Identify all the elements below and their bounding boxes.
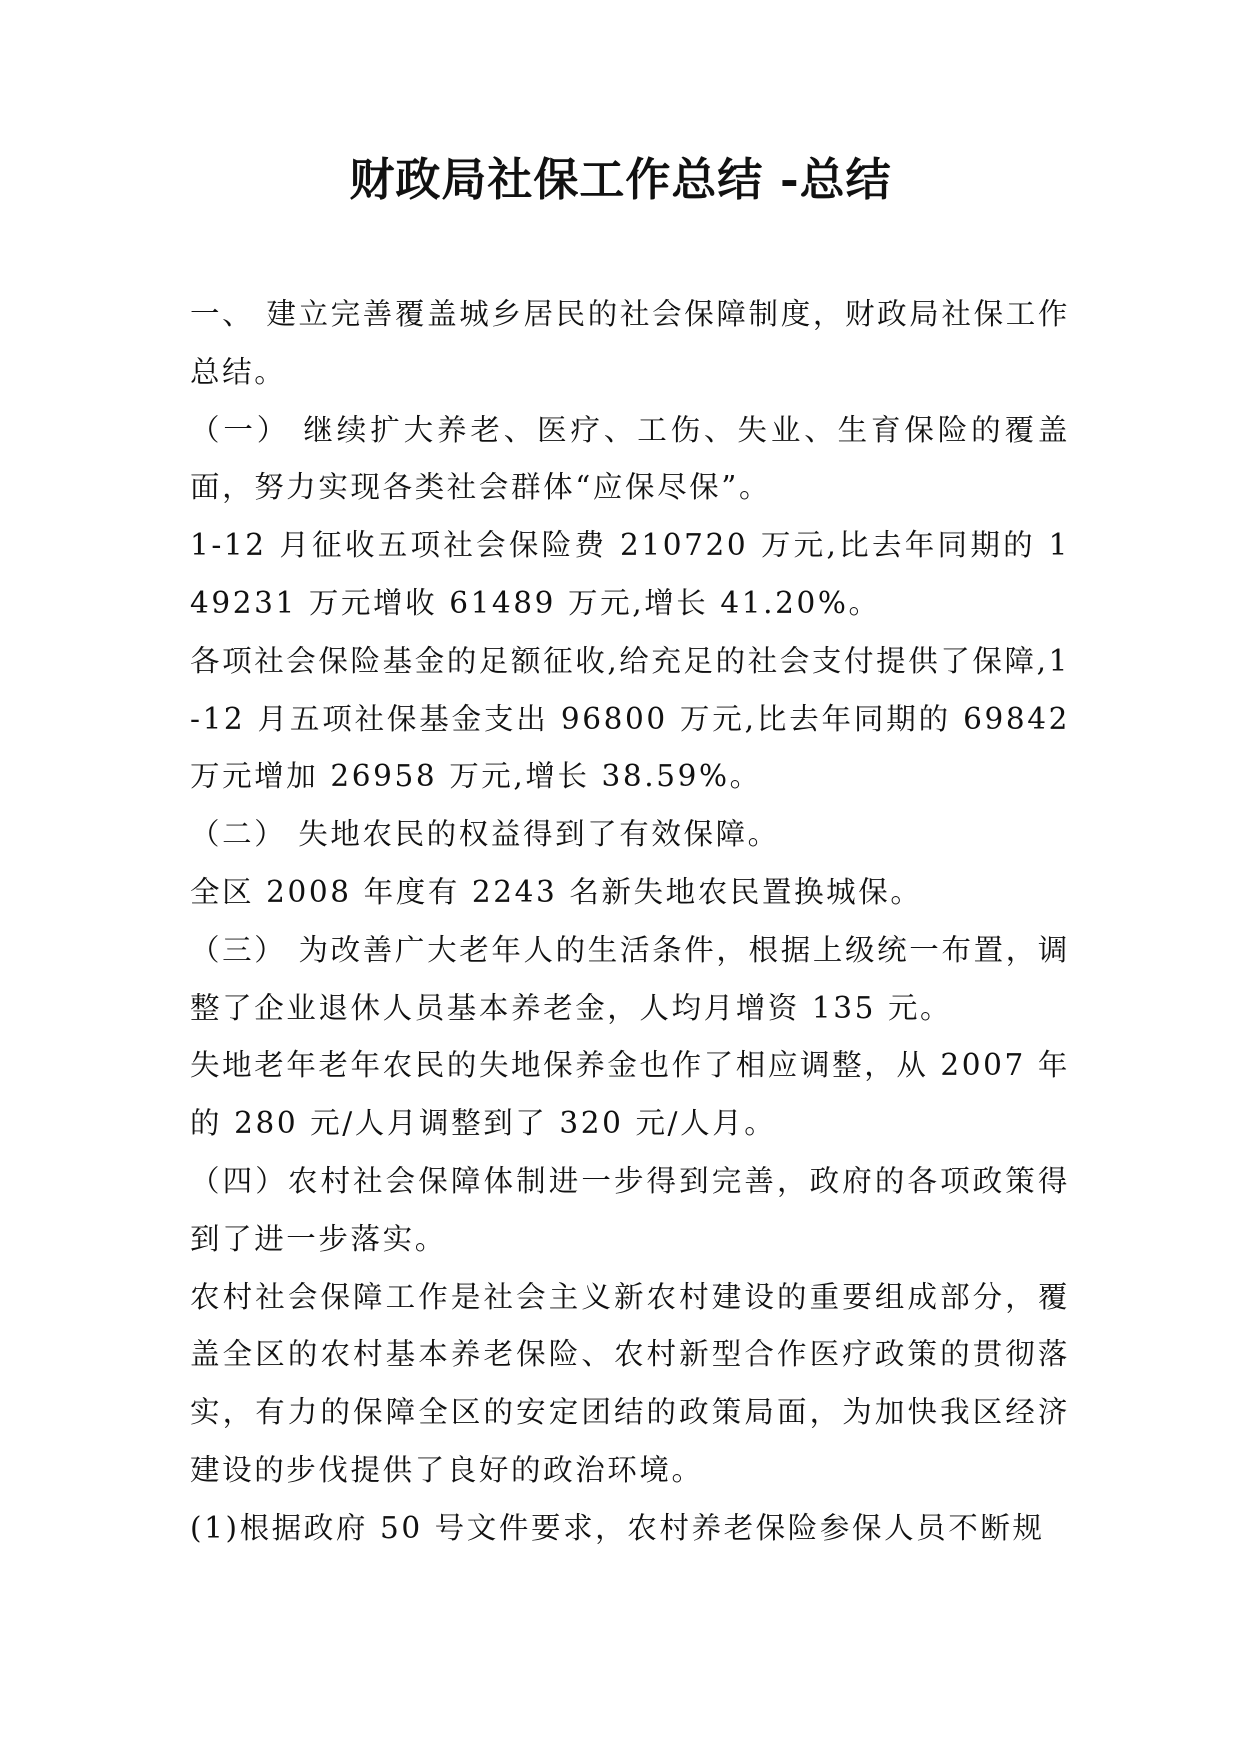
paragraph-9: （四）农村社会保障体制进一步得到完善，政府的各项政策得到了进一步落实。 bbox=[190, 1163, 1070, 1256]
document-title: 财政局社保工作总结 -总结 bbox=[349, 153, 892, 206]
document-body bbox=[190, 286, 1070, 1558]
paragraph-7: （三） 为改善广大老年人的生活条件，根据上级统一布置，调整了企业退休人员基本养老金，人均月增资 135 元。 bbox=[190, 932, 1070, 1025]
paragraph-3: 1-12 月征收五项社会保险费 210720 万元,比去年同期的 149231 万元增收 61489 万元,增长 41.20%。 bbox=[190, 528, 1070, 620]
paragraph-4: 各项社会保险基金的足额征收,给充足的社会支付提供了保障,1-12 月五项社保基金支出 96800 万元,比去年同期的 69842 万元增加 26958 万元,增长 38.59%。 bbox=[190, 643, 1070, 794]
paragraph-6: 全区 2008 年度有 2243 名新失地农民置换城保。 bbox=[190, 874, 923, 909]
paragraph-11: (1)根据政府 50 号文件要求，农村养老保险参保人员不断规 bbox=[190, 1510, 1045, 1545]
paragraph-8: 失地老年老年农民的失地保养金也作了相应调整，从 2007 年的 280 元/人月调整到了 320 元/人月。 bbox=[190, 1048, 1070, 1141]
paragraph-10: 农村社会保障工作是社会主义新农村建设的重要组成部分，覆盖全区的农村基本养老保险、农村新型合作医疗政策的贯彻落实，有力的保障全区的安定团结的政策局面，为加快我区经济建设的步伐提供了良好的政治环境。 bbox=[190, 1279, 1070, 1487]
paragraph-1: 一、 建立完善覆盖城乡居民的社会保障制度，财政局社保工作总结。 bbox=[190, 297, 1070, 389]
paragraph-2: （一） 继续扩大养老、医疗、工伤、失业、生育保险的覆盖面，努力实现各类社会群体“应保尽保”。 bbox=[190, 412, 1070, 505]
paragraph-5: （二） 失地农民的权益得到了有效保障。 bbox=[190, 817, 780, 852]
